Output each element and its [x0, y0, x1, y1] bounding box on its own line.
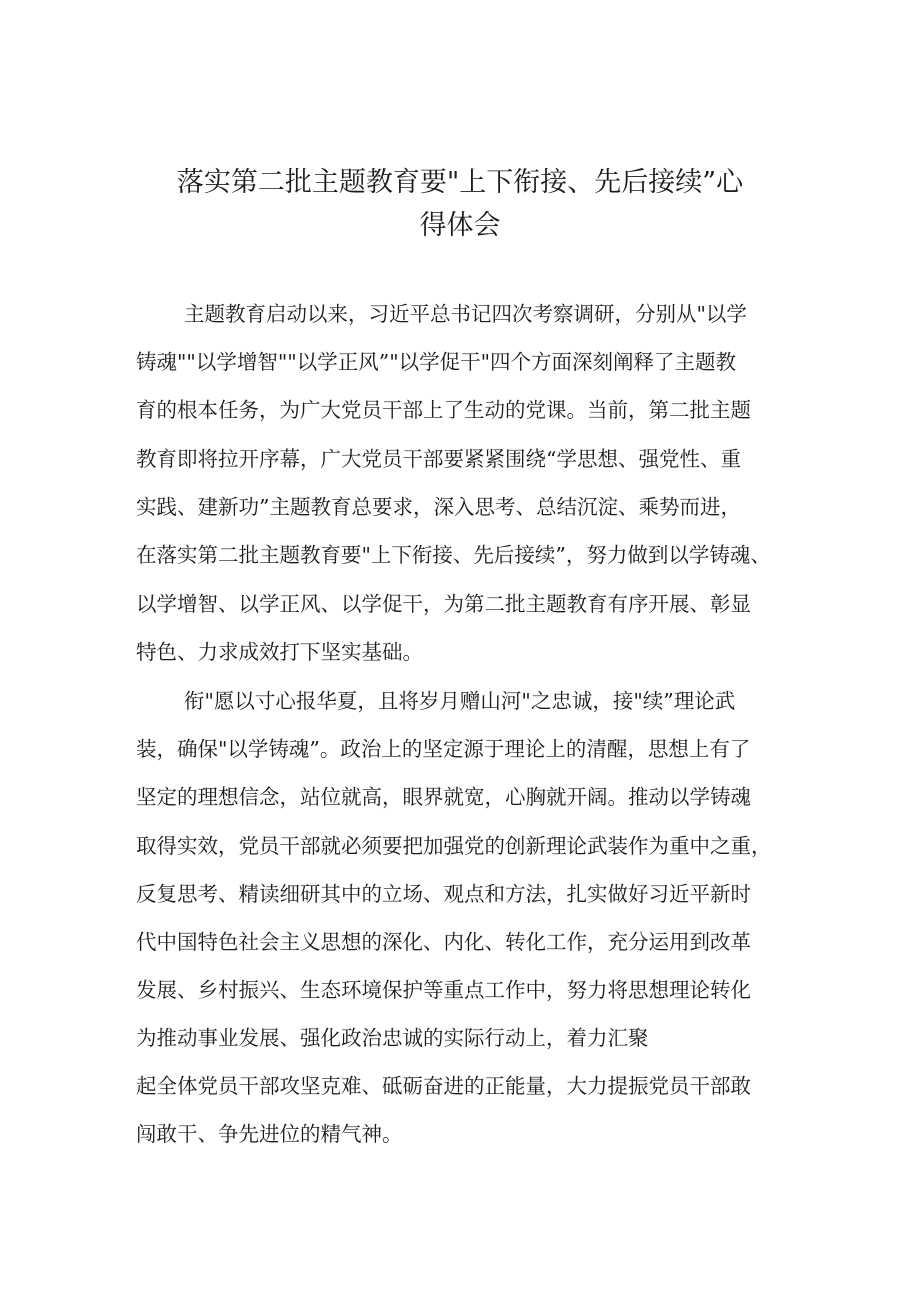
paragraph-line: 反复思考、精读细研其中的立场、观点和方法，扎实做好习近平新时	[136, 882, 751, 906]
paragraph-line: 实践、建新功”主题教育总要求，深入思考、总结沉淀、乘势而进，	[136, 495, 741, 519]
paragraph-line: 特色、力求成效打下坚实基础。	[136, 640, 423, 664]
paragraph-line: 代中国特色社会主义思想的深化、内化、转化工作，充分运用到改革	[136, 930, 751, 954]
paragraph-line: 起全体党员干部攻坚克难、砥砺奋进的正能量，大力提振党员干部敢	[136, 1074, 751, 1098]
document-title-line-2: 得体会	[419, 210, 501, 241]
paragraph-line: 坚定的理想信念，站位就高，眼界就宽，心胸就开阔。推动以学铸魂	[136, 785, 751, 809]
document-title-line-1: 落实第二批主题教育要"上下衔接、先后接续”心	[176, 167, 744, 198]
paragraph-line: 在落实第二批主题教育要"上下衔接、先后接续”，努力做到以学铸魂、	[136, 543, 771, 567]
paragraph-line: 教育即将拉开序幕，广大党员干部要紧紧围绕“学思想、强党性、重	[136, 447, 741, 471]
paragraph-line: 取得实效，党员干部就必须要把加强党的创新理论武装作为重中之重，	[136, 834, 772, 858]
paragraph-line: 以学增智、以学正风、以学促干，为第二批主题教育有序开展、彰显	[136, 592, 751, 616]
paragraph-line: 衔"愿以寸心报华夏，且将岁月赠山河"之忠诚，接"续”理论武	[184, 689, 736, 713]
paragraph-line: 闯敢干、争先进位的精气神。	[136, 1122, 403, 1146]
paragraph-line: 主题教育启动以来，习近平总书记四次考察调研，分别从"以学	[184, 302, 747, 326]
paragraph-line: 为推动事业发展、强化政治忠诚的实际行动上，着力汇聚	[136, 1026, 649, 1050]
paragraph-line: 装，确保"以学铸魂”。政治上的坚定源于理论上的清醒，思想上有了	[136, 737, 751, 761]
paragraph-line: 发展、乡村振兴、生态环境保护等重点工作中，努力将思想理论转化	[136, 978, 751, 1002]
paragraph-line: 铸魂""以学增智""以学正风”"以学促干"四个方面深刻阐释了主题教	[136, 350, 737, 374]
paragraph-line: 育的根本任务，为广大党员干部上了生动的党课。当前，第二批主题	[136, 398, 751, 422]
